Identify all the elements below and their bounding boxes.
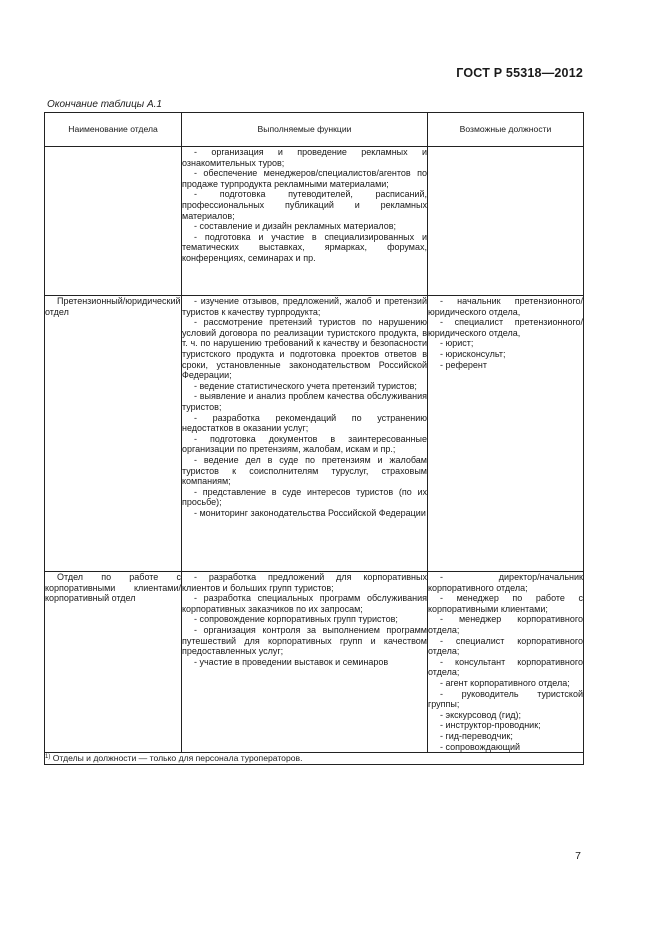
function-item: - разработка специальных программ обслуживания корпоративных заказчиков по их запросам; <box>182 593 427 614</box>
function-item: - организация и проведение рекламных и ознакомительных туров; <box>182 147 427 168</box>
position-item: - юрисконсульт; <box>440 348 506 359</box>
table-row <box>45 296 584 572</box>
positions-cell <box>428 147 584 296</box>
column-header-functions: Выполняемые функции <box>182 113 428 147</box>
table-row <box>45 147 584 296</box>
departments-table <box>44 112 584 765</box>
positions-cell <box>428 296 584 572</box>
function-item: - выявление и анализ проблем качества обслуживания туристов; <box>182 391 427 412</box>
function-item: - мониторинг законодательства Российской Федерации <box>194 507 426 518</box>
position-item: - начальник претензионного/юридического отдела, <box>428 296 583 317</box>
page-number: 7 <box>575 850 581 862</box>
function-item: - ведение статистического учета претензий туристов; <box>194 380 417 391</box>
position-item: - инструктор-проводник; <box>440 720 541 731</box>
column-header-department: Наименование отдела <box>45 113 182 147</box>
function-item: - участие в проведении выставок и семинаров <box>194 656 389 667</box>
function-item: - организация контроля за выполнением программ путешествий для корпоративных групп и качеством предоставленных услуг; <box>182 624 427 657</box>
function-item: - представление в суде интересов туристов (по их просьбе); <box>182 486 427 508</box>
position-item: - экскурсовод (гид); <box>440 709 521 720</box>
functions-cell <box>182 147 428 296</box>
department-cell <box>45 147 182 296</box>
table-header-row <box>45 113 584 147</box>
department-name: Претензионный/юридический отдел <box>45 296 181 317</box>
function-item: - подготовка и участие в специализированных и тематических выставках, ярмарках, форумах, конференциях, семинарах и пр. <box>182 231 427 263</box>
table-row <box>45 572 584 753</box>
function-item: - составление и дизайн рекламных материалов; <box>194 221 397 232</box>
footnote <box>45 753 584 765</box>
function-item: - изучение отзывов, предложений, жалоб и претензий туристов к качеству турпродукта; <box>182 296 427 317</box>
function-item: - рассмотрение претензий туристов по нарушению условий договора по реализации туристского продукта, в т. ч. по нарушению требований к качеству и безопасности туристского продукта и подготовка проектов ответов в сроки, установленные законодательством Российской Федерации; <box>182 317 427 381</box>
column-header-positions: Возможные должности <box>428 113 584 147</box>
position-item: - менеджер корпоративного отдела; <box>428 614 583 635</box>
position-item: - сопровождающий <box>440 741 521 752</box>
positions-cell <box>428 572 584 753</box>
department-cell <box>45 572 182 753</box>
footnote-text: Отделы и должности — только для персонала туроператоров. <box>52 753 303 764</box>
function-item: - обеспечение менеджеров/специалистов/агентов по продаже турпродукта рекламными материалами; <box>182 168 427 189</box>
table-caption: Окончание таблицы А.1 <box>47 99 162 110</box>
position-item: - директор/начальник корпоративного отдела; <box>428 572 583 593</box>
function-item: - ведение дел в суде по претензиям и жалобам туристов к соисполнителям туруслуг, страховым компаниям; <box>182 454 427 487</box>
position-item: - менеджер по работе с корпоративными клиентами; <box>428 593 583 614</box>
position-item: - руководитель туристской группы; <box>428 688 583 710</box>
department-name: Отдел по работе с корпоративными клиентами/ корпоративный отдел <box>45 572 181 604</box>
position-item: - референт <box>440 359 488 370</box>
function-item: - разработка предложений для корпоративных клиентов и больших групп туристов; <box>182 572 427 593</box>
position-item: - юрист; <box>440 338 474 349</box>
function-item: - подготовка документов в заинтересованные организации по претензиям, жалобам, искам и пр.; <box>182 433 427 455</box>
position-item: - агент корпоративного отдела; <box>440 677 570 688</box>
table-footnote-row <box>45 753 584 765</box>
position-item: - консультант корпоративного отдела; <box>428 656 583 678</box>
document-code: ГОСТ Р 55318—2012 <box>456 66 583 80</box>
footnote-marker: 1) <box>45 754 51 761</box>
functions-cell <box>182 296 428 572</box>
function-item: - подготовка путеводителей, расписаний, профессиональных публикаций и рекламных материалов; <box>182 189 427 221</box>
position-item: - специалист корпоративного отдела; <box>428 635 583 657</box>
position-item: - специалист претензионного/ юридического отдела, <box>428 317 583 338</box>
function-item: - сопровождение корпоративных групп туристов; <box>194 614 398 625</box>
position-item: - гид-переводчик; <box>440 730 513 741</box>
function-item: - разработка рекомендаций по устранению недостатков в оказании услуг; <box>182 412 427 434</box>
department-cell <box>45 296 182 572</box>
functions-cell <box>182 572 428 753</box>
